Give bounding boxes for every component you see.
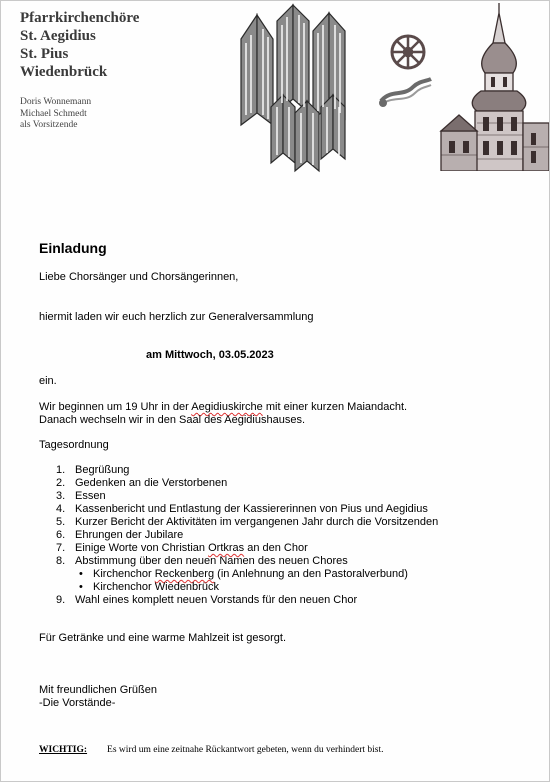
officer-line: Doris Wonnemann (20, 97, 92, 107)
rose-window-icon (389, 33, 427, 71)
salutation: Liebe Chorsänger und Chorsängerinnen, (39, 271, 239, 283)
item-text: an den Chor (244, 542, 308, 554)
agenda-item (56, 516, 439, 529)
organ-pipes-icon (237, 3, 365, 173)
item-number: 5. (56, 516, 66, 528)
item-number: 1. (56, 464, 66, 476)
sub-item (93, 581, 438, 594)
paragraph-start (39, 401, 407, 414)
org-line: Pfarrkirchenchöre (20, 10, 140, 26)
sub-item (93, 568, 438, 581)
item-text: Kirchenchor (93, 568, 155, 580)
item-number: 4. (56, 503, 66, 515)
item-text: Einige Worte von Christian (75, 542, 209, 554)
item-text: Essen (75, 490, 106, 502)
agenda-item (56, 542, 438, 555)
item-text: Abstimmung über den neuen Namen des neuen Chores (75, 555, 348, 567)
item-number: 2. (56, 477, 66, 489)
item-text: Wahl eines komplett neuen Vorstands für den neuen Chor (75, 594, 358, 606)
agenda-item (56, 503, 438, 516)
church-tower-icon (437, 3, 550, 171)
sub-list (75, 568, 438, 594)
agenda-item (56, 477, 438, 490)
meeting-date: am Mittwoch, 03.05.2023 (146, 349, 274, 361)
agenda-item (56, 594, 438, 607)
item-text: Gedenken an die Verstorbenen (75, 477, 228, 489)
spellcheck-word: Reckenberg (154, 568, 215, 580)
item-text: Begrüßung (75, 464, 130, 476)
agenda-item (56, 490, 438, 503)
important-label: WICHTIG: (39, 745, 88, 755)
drinks-note: Für Getränke und eine warme Mahlzeit ist gesorgt. (39, 632, 287, 644)
officer-line: als Vorsitzende (20, 120, 78, 130)
text-run: mit einer kurzen Maiandacht. (262, 401, 408, 413)
spellcheck-word: Ortkras (208, 542, 245, 554)
important-text: Es wird um eine zeitnahe Rückantwort gebeten, wenn du verhindert bist. (107, 745, 384, 755)
item-number: 9. (56, 594, 66, 606)
item-number: 6. (56, 529, 66, 541)
org-line: Wiedenbrück (20, 64, 108, 80)
officer-line: Michael Schmedt (20, 108, 87, 119)
org-line: St. Aegidius (20, 28, 96, 44)
text-run: Wir beginnen um 19 Uhr in der (39, 401, 192, 413)
intro-line: hiermit laden wir euch herzlich zur Generalversammlung (39, 311, 314, 323)
item-text: Kurzer Bericht der Aktivitäten im vergangenen Jahr durch die Vorsitzenden (75, 516, 439, 528)
agenda-title: Tagesordnung (39, 439, 109, 451)
item-text: Kassenbericht und Entlastung der Kassiererinnen von Pius und Aegidius (75, 503, 428, 515)
agenda-item (56, 555, 438, 594)
item-text: (in Anlehnung an den Pastoralverbund) (214, 568, 408, 580)
ein-line: ein. (39, 375, 57, 387)
officers-block (20, 97, 91, 132)
important-note (39, 745, 384, 755)
organization-name (20, 9, 139, 81)
letter-heading: Einladung (39, 240, 107, 256)
item-text: Ehrungen der Jubilare (75, 529, 184, 541)
agenda-item (56, 529, 438, 542)
closing: Mit freundlichen Grüßen (39, 684, 157, 696)
spellcheck-word: Aegidiuskirche (191, 401, 263, 413)
agenda-item (56, 464, 438, 477)
item-number: 7. (56, 542, 66, 554)
item-number: 3. (56, 490, 66, 502)
signature: -Die Vorstände- (39, 697, 116, 709)
agenda-list (39, 464, 438, 607)
item-text: Kirchenchor Wiedenbrück (93, 581, 219, 593)
item-number: 8. (56, 555, 66, 567)
paragraph-continued: Danach wechseln wir in den Saal des Aegidiushauses. (39, 414, 305, 426)
scroll-ornament-icon (377, 75, 435, 111)
org-line: St. Pius (20, 46, 69, 62)
